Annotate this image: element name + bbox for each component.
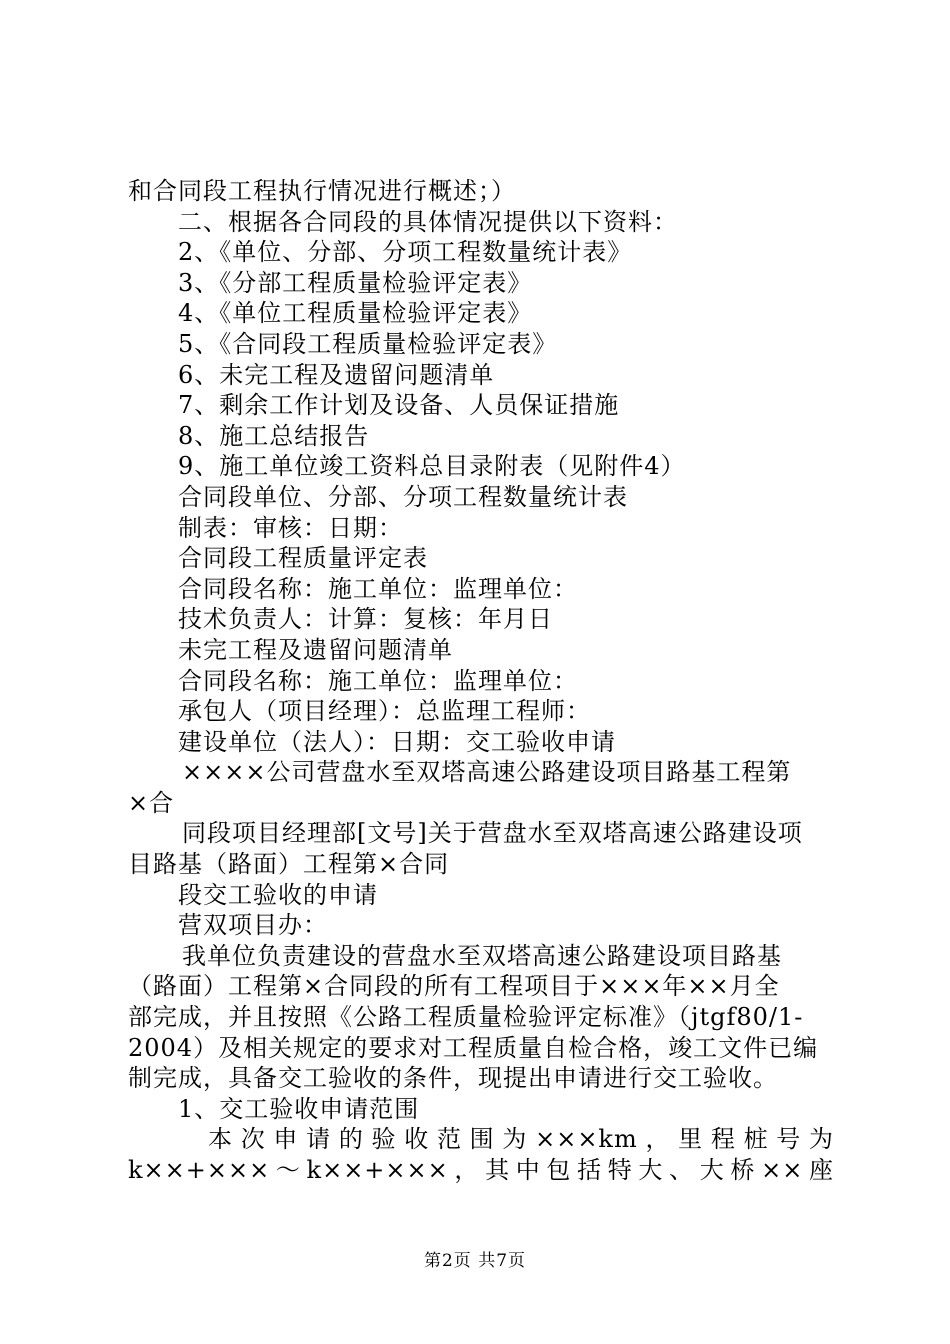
text-line: 5、《合同段工程质量检验评定表》 (178, 329, 558, 358)
text-line: 合同段工程质量评定表 (178, 544, 428, 573)
text-line: 建设单位（法人）：日期：交工验收申请 (178, 727, 616, 756)
text-line: 二、根据各合同段的具体情况提供以下资料： (178, 207, 678, 236)
text-line: 6、未完工程及遗留问题清单 (178, 360, 495, 389)
text-line: 本次申请的验收范围为×××km，里程桩号为 (208, 1125, 834, 1154)
text-line: 部完成，并且按照《公路工程质量检验评定标准》（jtgf80/1- (128, 1003, 804, 1032)
text-line: 承包人（项目经理）：总监理工程师： (178, 697, 591, 726)
text-line: 段交工验收的申请 (178, 880, 378, 909)
page-footer: 第2页 共7页 (423, 1251, 527, 1271)
text-line: 合同段名称：施工单位：监理单位： (178, 574, 578, 603)
text-line: 9、施工单位竣工资料总目录附表（见附件4） (178, 452, 686, 481)
text-line: 4、《单位工程质量检验评定表》 (178, 299, 533, 328)
text-line: 制完成，具备交工验收的条件，现提出申请进行交工验收。 (128, 1064, 778, 1093)
text-line: 合同段单位、分部、分项工程数量统计表 (178, 482, 628, 511)
text-line: 目路基（路面）工程第×合同 (128, 850, 450, 879)
text-line: 我单位负责建设的营盘水至双塔高速公路建设项目路基 (182, 941, 782, 970)
text-line: k××+×××～k××+×××，其中包括特大、大桥××座 (128, 1156, 834, 1184)
text-line: 技术负责人：计算：复核：年月日 (178, 605, 553, 634)
text-line: 2、《单位、分部、分项工程数量统计表》 (178, 238, 633, 267)
text-line: 和合同段工程执行情况进行概述；） (128, 177, 516, 205)
text-line: 营双项目办： (178, 911, 328, 940)
text-line: 8、施工总结报告 (178, 421, 370, 450)
text-line: 3、《分部工程质量检验评定表》 (178, 268, 533, 297)
text-line: 2004）及相关规定的要求对工程质量自检合格，竣工文件已编 (128, 1033, 819, 1062)
text-line: 7、剩余工作计划及设备、人员保证措施 (178, 391, 620, 420)
text-line: ×合 (128, 788, 175, 817)
text-line: ××××公司营盘水至双塔高速公路建设项目路基工程第 (182, 758, 792, 787)
text-line: 合同段名称：施工单位：监理单位： (178, 666, 578, 695)
text-line: 制表：审核：日期： (178, 513, 403, 542)
text-line: 同段项目经理部[文号]关于营盘水至双塔高速公路建设项 (182, 819, 803, 848)
text-line: （路面）工程第×合同段的所有工程项目于×××年××月全 (128, 972, 780, 1001)
document-body (128, 176, 834, 1186)
text-line: 1、交工验收申请范围 (178, 1094, 420, 1123)
text-line: 未完工程及遗留问题清单 (178, 635, 453, 664)
